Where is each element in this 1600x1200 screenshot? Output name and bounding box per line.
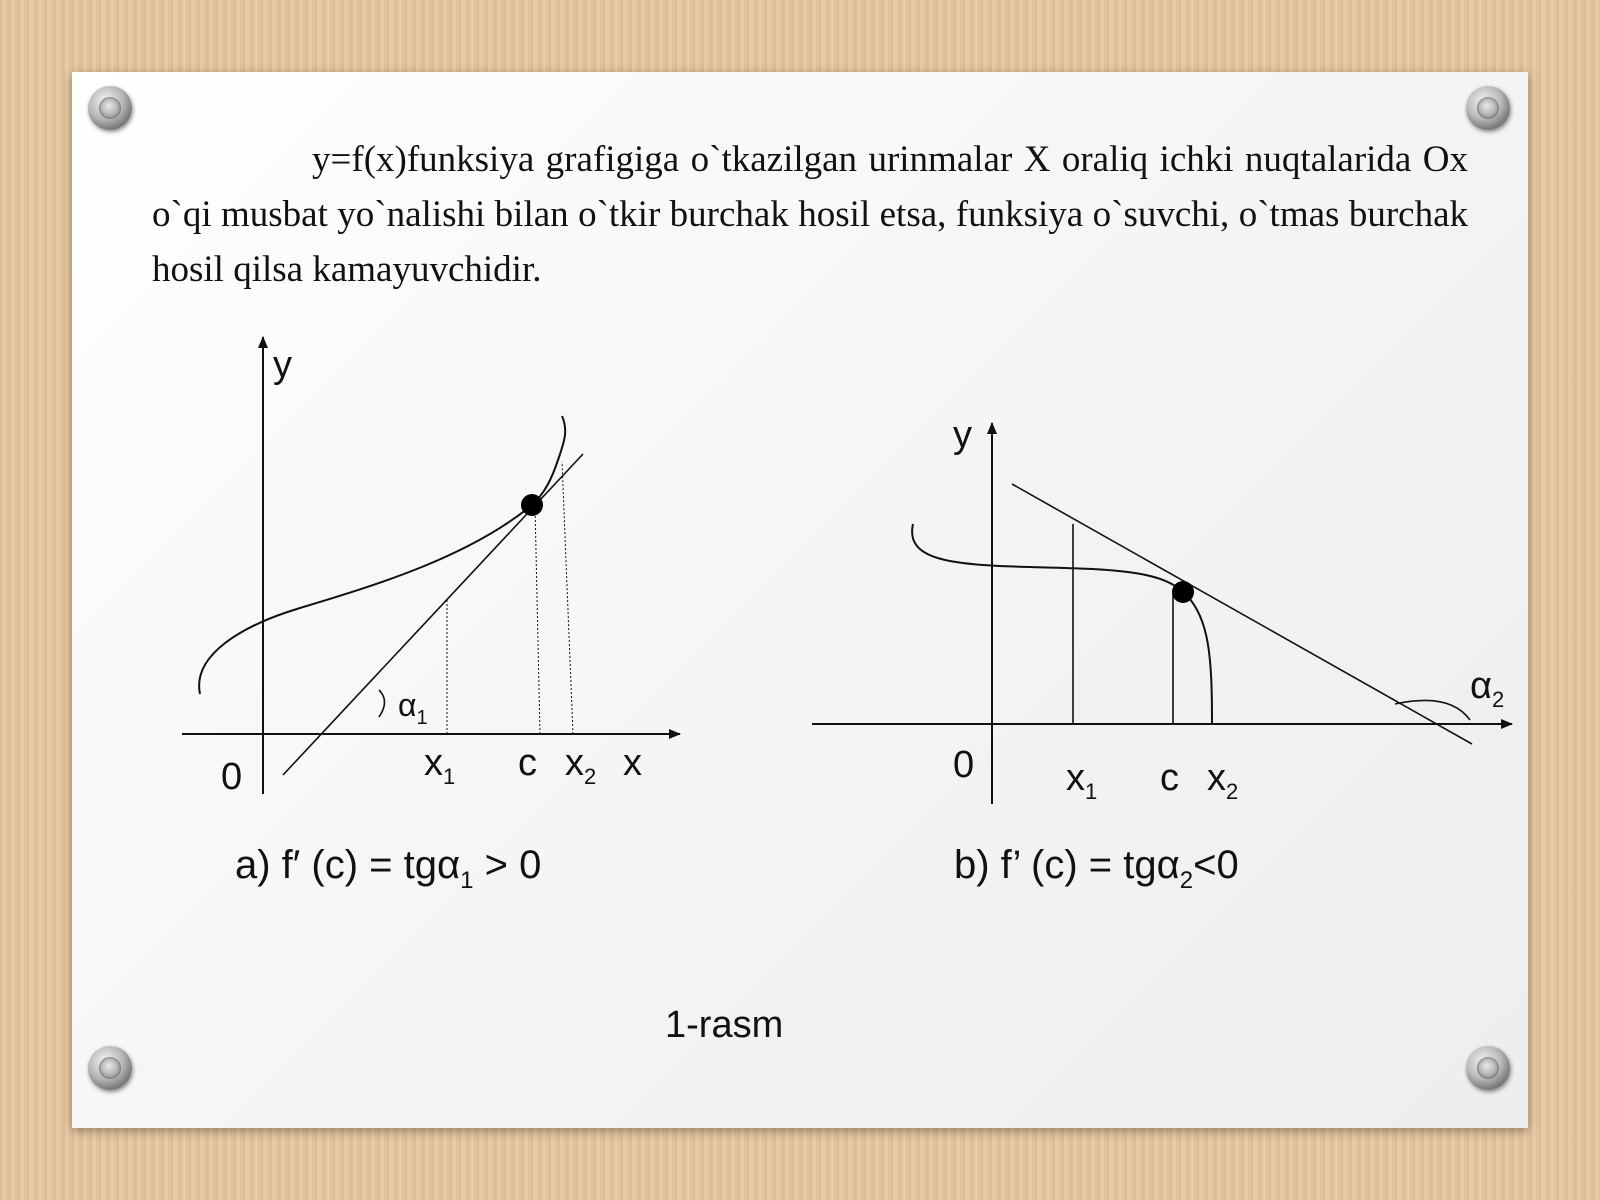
figure-b-tangent-point bbox=[1172, 581, 1194, 603]
figure-b-tangent-line bbox=[1012, 484, 1472, 744]
figure-b-function-curve bbox=[912, 524, 1212, 724]
figure-a-c-label: c bbox=[518, 742, 537, 784]
figure-b-y-label: y bbox=[953, 414, 972, 456]
figure-a-origin-label: 0 bbox=[221, 756, 243, 798]
figure-b-origin-label: 0 bbox=[953, 744, 975, 786]
figure-a bbox=[182, 337, 680, 894]
figure-a-c-dotted-line bbox=[535, 505, 540, 734]
figure-a-function-curve bbox=[199, 416, 565, 694]
figure-b-x2-label: $x_2$ bbox=[1207, 757, 1239, 804]
figure-caption: 1-rasm bbox=[665, 1004, 784, 1046]
figure-a-caption: a) f′ (c) = tgα$_1$ > 0 bbox=[235, 843, 542, 894]
figure-b-x1-label: $x_1$ bbox=[1066, 757, 1098, 804]
definition-paragraph: y=f(x)funksiya grafigiga o`tkazilgan urinmalar X oraliq ichki nuqtalarida Ox o`qi musbat yo`nalishi bilan o`tkir burchak hosil etsa, funksiya o`suvchi, o`tmas burchak hosil qilsa kamayuvchidir. bbox=[152, 139, 1468, 290]
figure-b-angle-arc bbox=[1395, 700, 1470, 720]
figure-b-caption: b) f’ (c) = tgα$_2$<0 bbox=[954, 843, 1239, 894]
figure-a-angle-arc bbox=[379, 690, 385, 717]
figure-a-tangent-point bbox=[521, 494, 543, 516]
figure-a-x-label: x bbox=[623, 742, 642, 784]
figure-a-x2-label: $x_2$ bbox=[565, 742, 597, 789]
figure-a-x2-dotted-line bbox=[562, 462, 573, 734]
figure-b-c-label: c bbox=[1160, 757, 1179, 799]
figure-a-alpha-label: $\alpha_1$ bbox=[398, 687, 428, 729]
figure-a-x1-label: $x_1$ bbox=[424, 742, 456, 789]
figure-a-y-label: y bbox=[273, 344, 292, 386]
figure-b bbox=[812, 414, 1512, 894]
figure-b-alpha-label: $\alpha_2$ bbox=[1470, 665, 1505, 712]
